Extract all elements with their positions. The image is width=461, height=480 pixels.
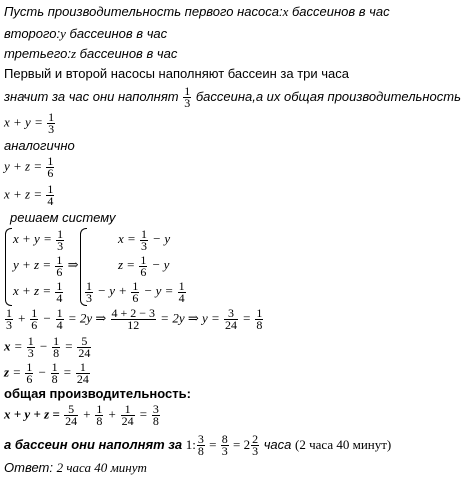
line-per-hour (4, 86, 461, 109)
answer-label: Ответ: (4, 460, 57, 475)
line-common: общая производительность: (4, 386, 191, 401)
text-per-hour-b: бассеина,а их общая производительность (192, 88, 461, 104)
line-pump1 (4, 4, 390, 19)
calc-row-z: z = $\frac{1}{6}$ − $\frac{1}{8}$ = $\frac{1}{24}$ (4, 360, 89, 386)
var-x: x (282, 4, 289, 19)
calc-row-sum: x + y + z = $\frac{5}{24}$ + $\frac{1}{8}$ + $\frac{1}{24}$ = $\frac{3}{8}$ (4, 402, 159, 428)
calc-row-x: x = $\frac{1}{3}$ − $\frac{1}{8}$ = $\frac{5}{24}$ (4, 334, 91, 360)
text-pump1-tail: бассеинов в час (288, 4, 390, 19)
var-z: z (71, 46, 77, 61)
frac-one-third: $\frac{1}{3}$ (184, 84, 191, 110)
line-final: а бассеин они наполнят за 1: $\frac{3}{8}$ = $\frac{8}{3}$ = 2 $\frac{2}{3}$ часа (2 часа 40 минут) (4, 432, 392, 458)
var-y: y (60, 26, 66, 41)
equation-3: x + z = $\frac{1}{4}$ (4, 182, 54, 208)
system-left-row-1: x + y = $\frac{1}{3}$ (13, 226, 64, 253)
text-pump2: второго: (4, 26, 61, 41)
text-pump1: Пусть производительность первого насоса: (4, 4, 283, 19)
line-analog: аналогично (4, 138, 75, 153)
answer-value: 2 часа 40 минут (56, 460, 147, 475)
system-right-row-1: x = $\frac{1}{3}$ − y (118, 226, 171, 253)
calc-row-y: $\frac{1}{3}$ + $\frac{1}{6}$ − $\frac{1}{4}$ = 2y ⇒ $\frac{4 + 2 - 3}{12}$ = 2y ⇒ y = $\frac{3}{24}$ = $\frac{1}{8}$ (6, 306, 263, 332)
system-left-row-2: y + z = $\frac{1}{6}$ ⇒ (13, 252, 79, 279)
line-statement (4, 66, 349, 81)
equation-2: y + z = $\frac{1}{6}$ (4, 154, 54, 180)
system-right-row-3: $\frac{1}{3}$ − y + $\frac{1}{6}$ − y = $\frac{1}{4}$ (86, 278, 185, 305)
line-pump2 (4, 26, 167, 41)
system-left-row-3: x + z = $\frac{1}{4}$ (13, 278, 63, 305)
text-pump2-tail: бассеинов в час (65, 26, 168, 41)
system-right-row-2: z = $\frac{1}{6}$ − y (118, 252, 170, 279)
text-pump3-tail: бассеинов в час (76, 46, 178, 61)
text-pump3: третьего: (4, 46, 71, 61)
line-solve: решаем систему (10, 210, 116, 225)
line-answer (4, 460, 147, 475)
equation-1: x + y = $\frac{1}{3}$ (4, 110, 55, 136)
system-brace-left (5, 228, 12, 306)
line-pump3 (4, 46, 177, 61)
text-statement: Первый и второй насосы наполняют бассеин за три часа (4, 66, 350, 81)
text-per-hour-a: значит за час они наполнят (4, 88, 183, 104)
